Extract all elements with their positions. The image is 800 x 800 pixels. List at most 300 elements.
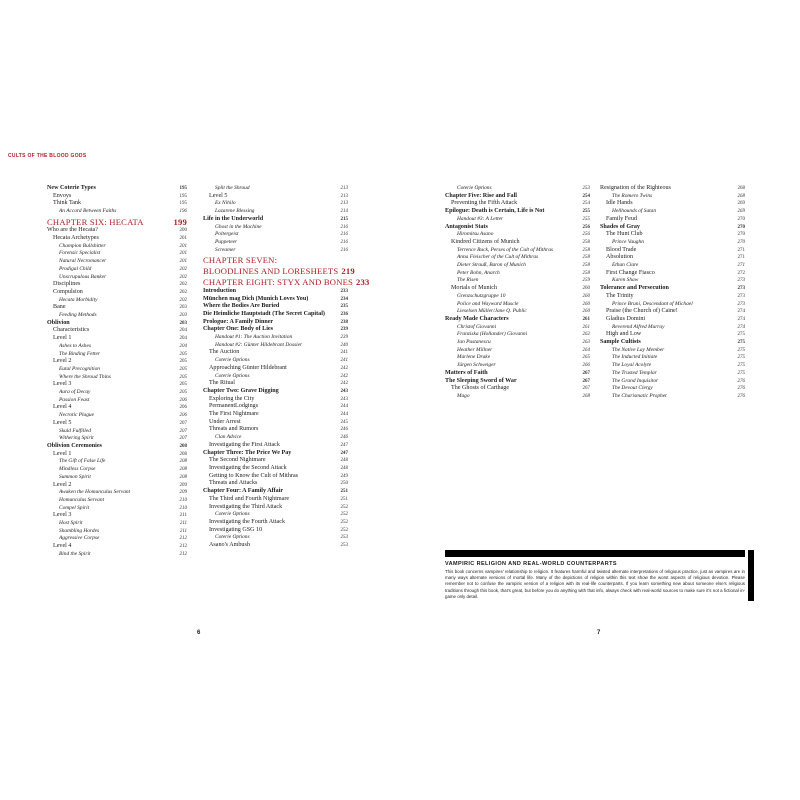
toc-entry-title: Under Arrest	[209, 418, 241, 425]
toc-entry	[47, 404, 187, 412]
toc-entry-page: 274	[737, 316, 745, 322]
toc-entry	[203, 496, 348, 504]
toc-entry-title: Handout #2: Günter Hildebrant Dossier	[215, 341, 303, 348]
toc-entry-title: The Risen	[457, 277, 479, 284]
toc-entry-title: Where the Bodies Are Buried	[203, 303, 280, 310]
toc-entry-page: 200	[179, 228, 187, 234]
toc-entry	[203, 411, 348, 419]
toc-entry-page: 275	[737, 340, 745, 346]
toc-entry	[203, 311, 348, 319]
toc-entry-title: Prodigal Child	[59, 265, 92, 272]
toc-entry	[445, 277, 590, 285]
toc-entry	[47, 528, 187, 536]
toc-entry-page: 212	[179, 536, 187, 542]
toc-entry	[203, 534, 348, 542]
toc-entry-page: 243	[340, 388, 348, 394]
toc-entry-title: Antagonist Stats	[445, 223, 488, 230]
toc-entry	[445, 331, 590, 339]
toc-entry	[203, 373, 348, 381]
toc-entry-title: The Trusted Templar	[612, 369, 657, 376]
toc-entry-page: 251	[340, 489, 348, 495]
toc-entry-page: 202	[179, 274, 187, 280]
toc-entry-page: 203	[179, 313, 187, 319]
toc-entry-title: Preventing the Fifth Attack	[451, 200, 518, 207]
toc-entry	[47, 297, 187, 305]
toc-entry	[47, 428, 187, 436]
toc-entry-title: Level 5	[209, 192, 228, 199]
toc-entry-page: 242	[340, 381, 348, 387]
toc-entry-page: 219	[341, 266, 355, 277]
toc-entry-page: 203	[179, 320, 187, 326]
toc-entry	[203, 465, 348, 473]
toc-entry-page: 269	[737, 209, 745, 215]
toc-entry-title: The Ritual	[209, 380, 235, 387]
toc-entry	[445, 285, 590, 293]
toc-entry-title: Ghost in the Machine	[215, 223, 262, 230]
toc-entry-title: Ashes to Ashes	[59, 342, 91, 349]
toc-entry-title: Aura of Decay	[59, 389, 91, 396]
toc-entry-title: Champion Bullshitter	[59, 242, 106, 249]
toc-entry	[47, 235, 187, 243]
toc-entry	[445, 185, 590, 193]
toc-entry-title: Threats and Rumors	[209, 426, 259, 433]
toc-entry-title: Kindred Citizens of Munich	[451, 238, 520, 245]
toc-entry-title: Ex Nihilo	[215, 200, 236, 207]
toc-entry	[47, 489, 187, 497]
toc-entry-page: 210	[179, 505, 187, 511]
toc-entry	[203, 473, 348, 481]
toc-entry-page: 254	[582, 201, 590, 207]
toc-entry-title: Mago	[457, 392, 470, 399]
toc-entry-title: Gladius Domini	[606, 315, 646, 322]
toc-entry-page: 202	[179, 297, 187, 303]
toc-entry-title: New Coterie Types	[47, 185, 96, 191]
toc-entry	[47, 543, 187, 551]
toc-entry-title: Coterie Options	[215, 372, 250, 379]
toc-entry-page: 239	[340, 335, 348, 341]
toc-entry-title: Natural Necromancer	[59, 258, 107, 265]
toc-entry-page: 204	[179, 328, 187, 334]
toc-entry	[203, 511, 348, 519]
toc-entry-page: 216	[340, 239, 348, 245]
toc-entry	[600, 262, 745, 270]
toc-entry-title: Idle Hands	[606, 200, 633, 207]
toc-entry	[203, 185, 348, 193]
toc-entry	[203, 426, 348, 434]
toc-entry-title: Reverend Alfred Murray	[612, 323, 665, 330]
toc-entry-title: PermanentLodgings	[209, 403, 259, 410]
toc-entry-page: 249	[340, 473, 348, 479]
toc-entry	[600, 247, 745, 255]
toc-entry-page: 244	[340, 404, 348, 410]
toc-entry	[47, 227, 187, 235]
toc-entry-page: 275	[737, 363, 745, 369]
toc-entry-title: Marlene Drake	[457, 354, 491, 361]
toc-entry-title: Investigating GSG 10	[209, 526, 263, 533]
toc-entry	[445, 200, 590, 208]
toc-column-4	[600, 185, 745, 401]
toc-entry	[600, 331, 745, 339]
toc-entry	[445, 362, 590, 370]
toc-entry-page: 211	[179, 521, 187, 527]
toc-entry-title: Level 3	[53, 381, 72, 388]
toc-entry-page: 195	[179, 201, 187, 207]
toc-entry	[47, 351, 187, 359]
toc-entry-title: The Third and Fourth Nightmare	[209, 495, 290, 502]
toc-entry-page: 253	[340, 543, 348, 549]
toc-column-1	[47, 185, 187, 559]
toc-entry-page: 206	[179, 397, 187, 403]
toc-entry-page: 256	[582, 232, 590, 238]
toc-entry-page: 260	[582, 309, 590, 315]
toc-entry-title: Level 2	[53, 481, 72, 488]
toc-entry-page: 208	[179, 459, 187, 465]
toc-entry	[203, 349, 348, 357]
toc-entry	[47, 474, 187, 482]
toc-entry	[600, 208, 745, 216]
toc-entry-page: 258	[582, 247, 590, 253]
toc-entry-title: Ethan Clare	[612, 262, 639, 269]
toc-entry	[47, 208, 187, 216]
toc-entry-page: 203	[179, 305, 187, 311]
toc-entry	[600, 224, 745, 232]
toc-entry-title: Eutal Precognition	[59, 365, 100, 372]
toc-entry-title: Christof Giovanni	[457, 323, 497, 330]
toc-entry-title: CHAPTER EIGHT: STYX AND BONES	[203, 277, 354, 288]
toc-entry	[47, 200, 187, 208]
toc-entry-page: 202	[179, 266, 187, 272]
toc-entry	[600, 216, 745, 224]
toc-entry-title: The Native Lay Member	[612, 346, 665, 353]
toc-entry-title: Skuld Fulfilled	[59, 427, 91, 434]
toc-entry-page: 215	[340, 216, 348, 222]
toc-entry-page: 273	[737, 278, 745, 284]
toc-entry-title: Die Heimliche Hauptstadt (The Secret Capital)	[203, 310, 325, 317]
toc-entry-page: 234	[340, 296, 348, 302]
toc-entry	[600, 293, 745, 301]
toc-entry	[47, 482, 187, 490]
toc-entry-title: Terrence Ruck, Perses of the Cult of Mithras	[457, 246, 554, 253]
toc-entry-page: 261	[582, 316, 590, 322]
toc-entry	[47, 458, 187, 466]
toc-entry-title: Where the Shroud Thins	[59, 373, 111, 380]
toc-entry	[47, 412, 187, 420]
toc-entry-page: 276	[737, 386, 745, 392]
toc-entry	[203, 519, 348, 527]
toc-entry-page: 208	[179, 444, 187, 449]
toc-entry-title: Withering Spirit	[59, 435, 94, 442]
toc-entry-title: Bind the Spirit	[59, 550, 91, 557]
toc-entry-page: 202	[179, 289, 187, 295]
toc-entry-title: Approaching Günter Hildebrant	[209, 364, 287, 371]
toc-entry	[203, 326, 348, 334]
toc-entry-title: Level 4	[53, 543, 72, 550]
toc-entry-title: Compulsion	[53, 288, 83, 295]
toc-entry-page: 245	[340, 419, 348, 425]
toc-entry	[47, 343, 187, 351]
toc-entry-title: The Ghosts of Carthage	[451, 385, 510, 392]
toc-entry-page: 270	[737, 224, 745, 230]
toc-entry-title: Prince Vaughn	[612, 238, 644, 245]
toc-entry	[47, 520, 187, 528]
toc-entry-title: Tolerance and Persecution	[600, 285, 669, 292]
toc-entry-page: 216	[340, 247, 348, 253]
toc-entry-title: The Gift of False Life	[59, 458, 106, 465]
toc-chapter-heading	[47, 217, 187, 228]
toc-entry-page: 267	[582, 386, 590, 392]
toc-entry	[203, 480, 348, 488]
toc-entry-page: 255	[582, 216, 590, 222]
toc-entry-page: 273	[737, 293, 745, 299]
toc-entry-page: 212	[179, 551, 187, 557]
toc-entry	[445, 262, 590, 270]
toc-entry-title: Level 1	[53, 450, 72, 457]
toc-entry-title: The Grand Inquisitor	[612, 377, 659, 384]
toc-entry	[203, 357, 348, 365]
toc-entry-page: 260	[582, 286, 590, 292]
toc-entry-title: Mortals of Munich	[451, 285, 498, 292]
toc-entry-title: Jürgen Schweiger	[457, 362, 496, 369]
toc-entry-title: The Binding Fetter	[59, 350, 101, 357]
toc-entry-title: Summon Spirit	[59, 473, 91, 480]
toc-entry-page: 271	[737, 255, 745, 261]
toc-entry-title: The Loyal Acolyte	[612, 362, 652, 369]
toc-entry-page: 262	[582, 332, 590, 338]
sidebar-body: This book concerns vampires' relationship to religion. It features harmful and twisted alternate interpretations of religious practice, just as vampires are in many ways alternate versions of mortal life. Many of the depictions of religion within this text show the worst aspects of religious devotion. Please remember not to confuse the vampiric version of a religion with its real-life counterparts. If you learn something new about someone else's religious traditions through this book, that's great, but before you do anything with that info, always check with real-world sources to make sure it's not a fictional in-game only detail.	[445, 569, 745, 599]
toc-entry-title: The Second Nightmare	[209, 457, 266, 464]
toc-entry-title: Aggressive Corpse	[59, 535, 100, 542]
toc-entry-title: Passion Feast	[59, 396, 90, 403]
toc-entry-page: 204	[179, 336, 187, 342]
toc-entry-title: The Sleeping Sword of War	[445, 377, 517, 384]
toc-entry	[600, 254, 745, 262]
toc-entry	[203, 296, 348, 304]
toc-entry	[47, 512, 187, 520]
toc-entry-title: High and Low	[606, 331, 642, 338]
toc-entry	[203, 365, 348, 373]
toc-entry-title: Oblivion	[47, 319, 70, 326]
toc-entry	[445, 239, 590, 247]
toc-entry	[600, 239, 745, 247]
toc-column-2	[203, 185, 370, 550]
toc-entry	[47, 193, 187, 201]
toc-entry	[47, 304, 187, 312]
toc-entry-title: Chapter Two: Grave Digging	[203, 387, 279, 394]
toc-entry	[445, 293, 590, 301]
toc-entry	[203, 342, 348, 350]
toc-entry-title: Family Feud	[606, 215, 637, 222]
toc-entry-title: Prologue: A Family Dinner	[203, 318, 274, 325]
toc-entry	[47, 250, 187, 258]
toc-entry-title: Sample Cultists	[600, 339, 641, 346]
toc-entry-page: 253	[340, 535, 348, 541]
toc-entry-title: Necrotic Plague	[59, 412, 94, 419]
toc-entry-title: Homunculus Servant	[59, 496, 105, 503]
toc-entry-page: 252	[340, 512, 348, 518]
toc-entry-title: Chapter Five: Rise and Fall	[445, 192, 517, 199]
toc-entry	[203, 434, 348, 442]
toc-entry-title: Bane	[53, 304, 66, 311]
toc-entry	[47, 443, 187, 451]
toc-entry	[600, 385, 745, 393]
toc-entry-title: Resignation of the Righteous	[600, 185, 671, 191]
toc-entry-title: BLOODLINES AND LORESHEETS	[203, 266, 339, 277]
toc-entry-page: 213	[340, 186, 348, 191]
toc-entry-page: 238	[340, 319, 348, 325]
toc-entry-page: 274	[737, 309, 745, 315]
toc-entry-title: Investigating the First Attack	[209, 441, 280, 448]
toc-entry	[47, 358, 187, 366]
toc-entry-page: 211	[179, 513, 187, 519]
toc-entry-page: 258	[582, 255, 590, 261]
toc-entry-title: Coterie Options	[215, 511, 250, 518]
toc-entry	[203, 208, 348, 216]
toc-entry	[203, 239, 348, 247]
toc-entry-title: Asano's Ambush	[209, 542, 250, 549]
toc-entry-page: 233	[340, 288, 348, 294]
toc-entry-page: 266	[582, 363, 590, 369]
toc-entry-page: 268	[737, 193, 745, 199]
toc-entry	[47, 381, 187, 389]
toc-entry-page: 254	[582, 193, 590, 199]
toc-entry	[600, 347, 745, 355]
toc-entry-title: Jan Pustanescu	[457, 339, 491, 346]
toc-entry-title: Think Tank	[53, 200, 82, 207]
toc-entry	[47, 327, 187, 335]
toc-entry-page: 212	[179, 544, 187, 550]
toc-entry	[203, 224, 348, 232]
toc-entry-page: 265	[582, 355, 590, 361]
toc-entry	[47, 266, 187, 274]
toc-entry-title: Screamer	[215, 246, 236, 253]
toc-entry-page: 247	[340, 450, 348, 456]
toc-entry-page: 246	[340, 435, 348, 441]
toc-entry	[47, 281, 187, 289]
toc-entry	[600, 277, 745, 285]
toc-entry-title: Puppeteer	[215, 238, 238, 245]
toc-entry-title: Introduction	[203, 287, 237, 294]
toc-entry-page: 250	[340, 481, 348, 487]
toc-entry	[445, 316, 590, 324]
toc-entry-page: 210	[179, 497, 187, 503]
toc-entry-page: 195	[179, 193, 187, 199]
page-number-left: 6	[197, 630, 201, 636]
toc-entry	[47, 366, 187, 374]
toc-entry-page: 261	[582, 324, 590, 330]
toc-entry-title: Hecata Morbidity	[59, 296, 98, 303]
toc-entry-title: The Romero Twins	[612, 192, 653, 199]
toc-entry-page: 258	[582, 270, 590, 276]
toc-entry-title: Getting to Know the Cult of Mithras	[209, 472, 299, 479]
toc-entry-title: Unscrupulous Banker	[59, 273, 107, 280]
toc-entry-title: The Auction	[209, 349, 240, 356]
toc-entry-title: Chapter Four: A Family Affair	[203, 488, 284, 495]
toc-entry	[203, 403, 348, 411]
toc-entry	[600, 393, 745, 401]
toc-entry-page: 233	[356, 277, 370, 288]
toc-entry-title: Prince Bruni, Descendant of Michael	[612, 300, 693, 307]
toc-entry-page: 205	[179, 382, 187, 388]
toc-entry-page: 235	[340, 304, 348, 310]
toc-entry-title: Coterie Options	[457, 185, 492, 191]
toc-entry	[445, 385, 590, 393]
toc-entry-page: 216	[340, 232, 348, 238]
toc-entry-title: Investigating the Fourth Attack	[209, 518, 285, 525]
toc-entry-page: 252	[340, 527, 348, 533]
toc-entry-title: CHAPTER SEVEN:	[203, 255, 278, 266]
toc-entry	[47, 320, 187, 328]
toc-entry	[600, 339, 745, 347]
toc-entry-page: 202	[179, 282, 187, 288]
toc-entry-page: 248	[340, 458, 348, 464]
toc-entry-title: Karen Shaw	[612, 277, 639, 284]
toc-entry-page: 242	[340, 365, 348, 371]
toc-entry-page: 241	[340, 358, 348, 364]
toc-entry-page: 270	[737, 216, 745, 222]
toc-entry-title: Split the Shroud	[215, 185, 250, 191]
toc-entry-page: 274	[737, 324, 745, 330]
toc-entry-page: 208	[179, 467, 187, 473]
toc-entry-page: 263	[582, 340, 590, 346]
toc-entry	[445, 224, 590, 232]
toc-entry	[47, 289, 187, 297]
toc-entry-title: Peter Bohn, Anarch	[457, 269, 500, 276]
toc-entry-page: 258	[582, 263, 590, 269]
toc-entry-page: 271	[737, 247, 745, 253]
toc-entry-page: 255	[582, 209, 590, 215]
toc-entry	[203, 334, 348, 342]
toc-entry-page: 242	[340, 373, 348, 379]
toc-entry-title: Grenzschutzgruppe 10	[457, 292, 506, 299]
toc-entry-title: Chapter Three: The Price We Pay	[203, 449, 292, 456]
toc-entry	[47, 435, 187, 443]
toc-entry-title: Forensic Specialist	[59, 250, 101, 257]
toc-entry	[47, 243, 187, 251]
toc-entry	[47, 258, 187, 266]
toc-entry-page: 252	[340, 519, 348, 525]
toc-entry	[47, 185, 187, 193]
toc-entry-page: 246	[340, 427, 348, 433]
toc-entry	[600, 324, 745, 332]
toc-entry-page: 205	[179, 351, 187, 357]
toc-entry-page: 213	[340, 193, 348, 199]
toc-entry	[600, 285, 745, 293]
toc-entry	[203, 303, 348, 311]
toc-entry	[600, 370, 745, 378]
toc-entry-title: Absolution	[606, 254, 634, 261]
toc-entry-title: Dieter Strauß, Baron of Munich	[457, 262, 526, 269]
toc-entry-page: 195	[179, 186, 187, 191]
toc-entry	[445, 308, 590, 316]
toc-entry-page: 267	[582, 378, 590, 384]
toc-entry	[47, 335, 187, 343]
toc-entry-page: 206	[179, 405, 187, 411]
toc-entry	[445, 254, 590, 262]
toc-entry	[47, 312, 187, 320]
toc-column-3	[445, 185, 590, 401]
toc-entry-title: CHAPTER SIX: HECATA	[47, 216, 144, 227]
toc-entry-title: Lazarene Blessing	[215, 208, 255, 215]
toc-entry-page: 272	[737, 270, 745, 276]
toc-entry	[445, 231, 590, 239]
toc-entry-title: The Inducted Initiate	[612, 354, 658, 361]
toc-entry-title: Coterie Options	[215, 534, 250, 541]
toc-entry-page: 275	[737, 332, 745, 338]
toc-entry	[600, 185, 745, 193]
toc-entry	[203, 488, 348, 496]
toc-entry-page: 240	[340, 342, 348, 348]
toc-entry-page: 207	[179, 436, 187, 442]
